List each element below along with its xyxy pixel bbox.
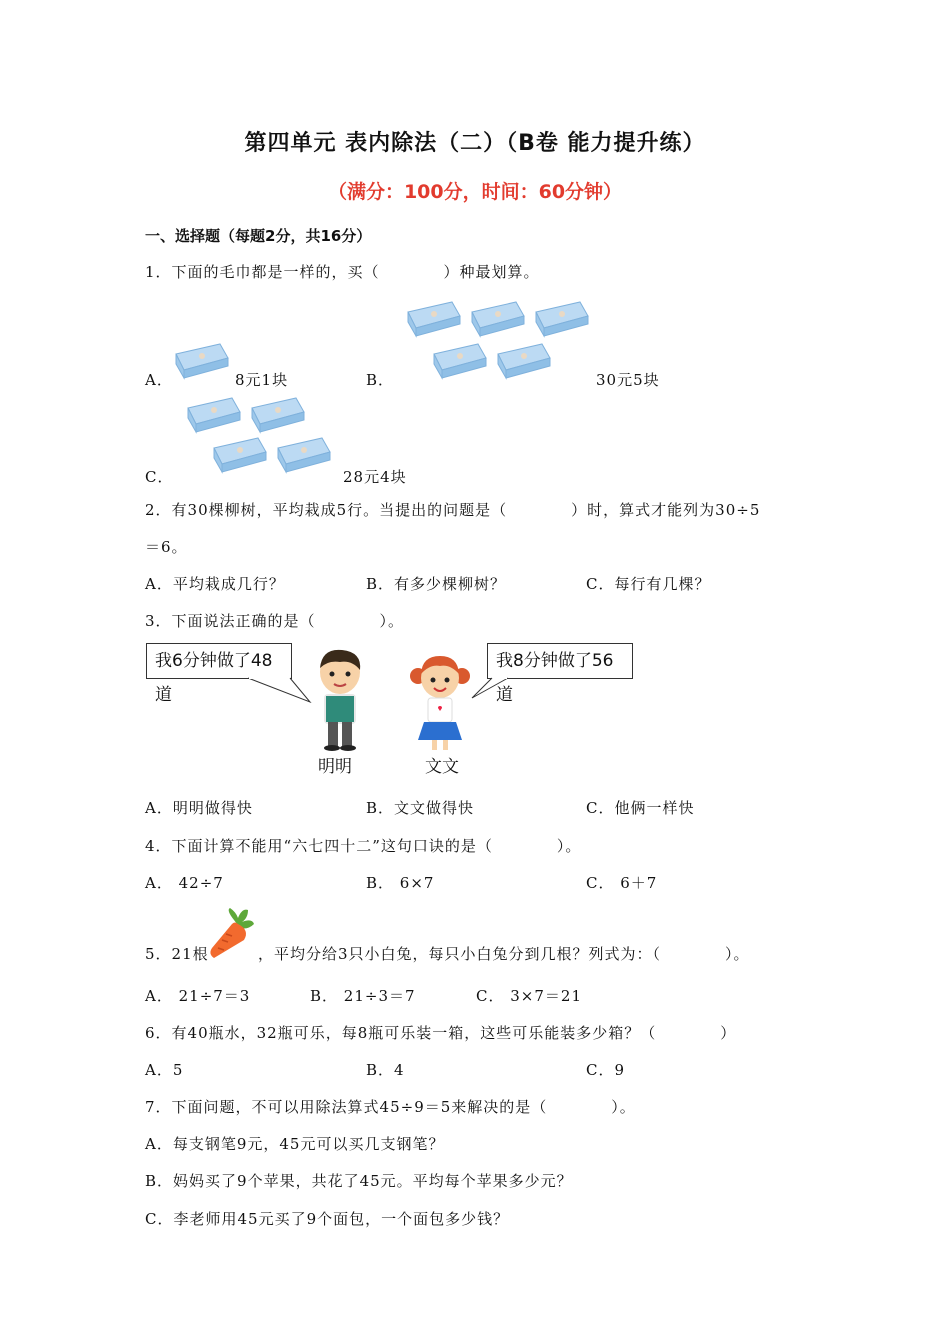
q2-option-b: B．有多少棵柳树？ <box>366 575 507 593</box>
q7-option-a: A．每支钢笔9元，45元可以买几支钢笔？ <box>145 1135 445 1153</box>
q6-option-b: B．4 <box>366 1061 405 1079</box>
q4-option-c: C． 6＋7 <box>586 874 658 892</box>
girl-icon <box>408 654 472 754</box>
q7-option-b: B．妈妈买了9个苹果，共花了45元。平均每个苹果多少元？ <box>145 1172 573 1190</box>
q1-option-a-price: 8元1块 <box>235 371 289 389</box>
q1-option-b-label: B． <box>366 371 395 389</box>
q1-option-c-label: C． <box>145 468 174 486</box>
boy-icon <box>308 648 372 752</box>
speech-bubble-left: 我6分钟做了48道 <box>146 643 292 679</box>
question-5-end: ，平均分给3只小白兔，每只小白兔分到几根？列式为：（ ）。 <box>258 945 750 963</box>
q3-option-b: B．文文做得快 <box>366 799 475 817</box>
question-2-line-1: 2．有30棵柳树，平均栽成5行。当提出的问题是（ ）时，算式才能列为30÷5 <box>145 501 761 519</box>
q6-option-a: A．5 <box>145 1061 184 1079</box>
towel-icon <box>468 294 530 340</box>
q5-option-a: A． 21÷7＝3 <box>145 987 251 1005</box>
q1-option-a-label: A． <box>145 371 173 389</box>
towel-icon <box>172 336 234 382</box>
carrot-icon <box>204 908 256 960</box>
towel-icon <box>210 430 272 476</box>
towel-icon <box>430 336 492 382</box>
q7-option-c: C．李老师用45元买了9个面包，一个面包多少钱？ <box>145 1210 510 1228</box>
towel-icon <box>532 294 594 340</box>
question-4: 4．下面计算不能用“六七四十二”这句口诀的是（ ）。 <box>145 837 582 855</box>
q6-option-c: C．9 <box>586 1061 626 1079</box>
q2-option-a: A．平均栽成几行？ <box>145 575 285 593</box>
page-title: 第四单元 表内除法（二）（B卷 能力提升练） <box>244 131 706 156</box>
question-2-line-2: ＝6。 <box>145 538 188 556</box>
q2-option-c: C．每行有几棵？ <box>586 575 711 593</box>
q1-option-c-price: 28元4块 <box>343 468 407 486</box>
towel-icon <box>404 294 466 340</box>
speech-bubble-right: 我8分钟做了56道 <box>487 643 633 679</box>
name-right: 文文 <box>425 757 459 777</box>
towel-icon <box>274 430 336 476</box>
section-heading: 一、选择题（每题2分，共16分） <box>145 227 372 245</box>
towel-icon <box>494 336 556 382</box>
q4-option-b: B． 6×7 <box>366 874 435 892</box>
q5-option-c: C． 3×7＝21 <box>476 987 582 1005</box>
question-5-start: 5．21根 <box>145 945 209 963</box>
q3-option-c: C．他俩一样快 <box>586 799 695 817</box>
question-7: 7．下面问题，不可以用除法算式45÷9＝5来解决的是（ ）。 <box>145 1098 636 1116</box>
q5-option-b: B． 21÷3＝7 <box>310 987 416 1005</box>
name-left: 明明 <box>318 757 352 777</box>
bubble-tail-right <box>470 678 530 708</box>
q1-option-b-price: 30元5块 <box>596 371 660 389</box>
q4-option-a: A． 42÷7 <box>145 874 224 892</box>
question-6: 6．有40瓶水，32瓶可乐，每8瓶可乐装一箱，这些可乐能装多少箱？（ ） <box>145 1024 737 1042</box>
question-1: 1．下面的毛巾都是一样的，买（ ）种最划算。 <box>145 263 540 281</box>
page-subtitle: （满分：100分，时间：60分钟） <box>327 181 623 203</box>
question-3: 3．下面说法正确的是（ ）。 <box>145 612 405 630</box>
q3-option-a: A．明明做得快 <box>145 799 253 817</box>
